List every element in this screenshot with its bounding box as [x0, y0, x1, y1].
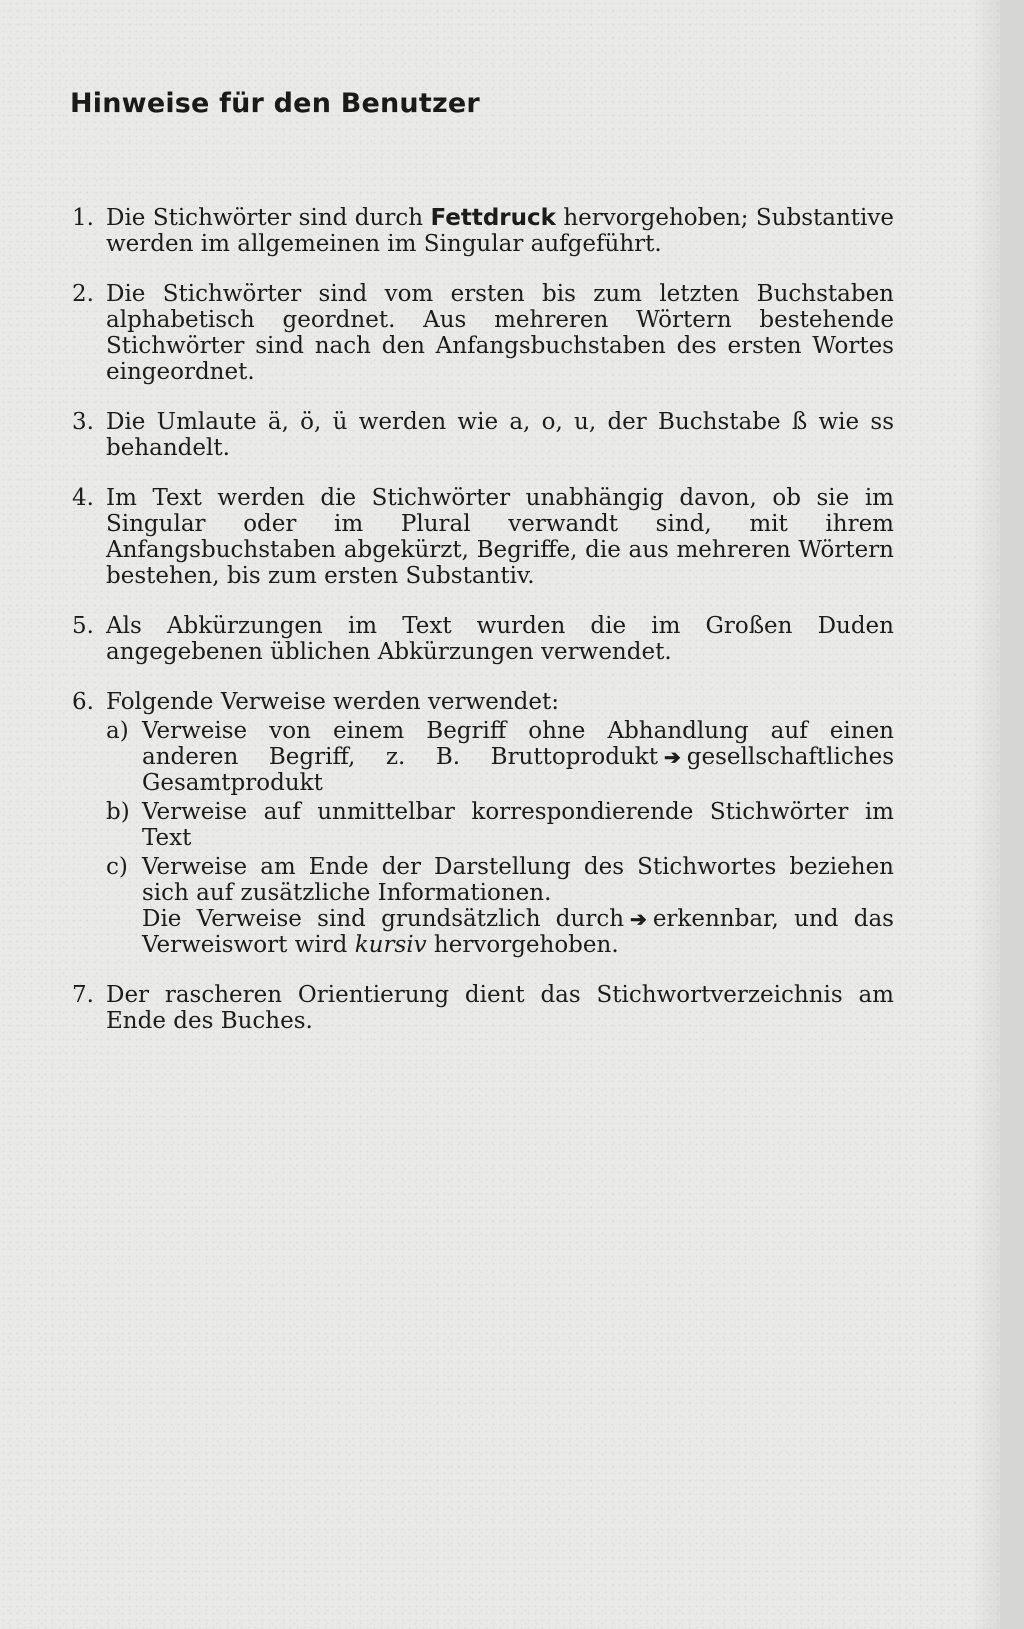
subitem-c: c) Verweise am Ende der Darstellung des Stichwortes beziehen sich auf zusätzliche Informationen. Die Verweise sind grundsätzlich durch ➔ erkennbar, und das Verweiswort wird kursiv hervorgehoben. [106, 854, 894, 958]
item-text: Die Stichwörter sind vom ersten bis zum letzten Buchstaben alphabetisch geordnet. Aus mehreren Wörtern bestehende Stichwörter sind nach den Anfangsbuchstaben des ersten Wortes eingeordnet. [106, 281, 894, 385]
item-number: 7. [72, 982, 94, 1008]
bold-term: Fettdruck [430, 205, 556, 231]
item-text: Die Umlaute ä, ö, ü werden wie a, o, u, der Buchstabe ß wie ss behandelt. [106, 409, 894, 461]
list-item-6 [70, 689, 894, 958]
list-item-3 [70, 409, 894, 461]
list-item-1 [70, 205, 894, 257]
subitem-label: c) [106, 854, 128, 880]
subitem-b: b) Verweise auf unmittelbar korrespondierende Stichwörter im Text [106, 799, 894, 851]
subitem-a: a) Verweise von einem Begriff ohne Abhandlung auf einen anderen Begriff, z. B. Bruttoprodukt ➔ gesellschaftliches Gesamtprodukt [106, 718, 894, 796]
item-number: 4. [72, 485, 94, 511]
list-item-2 [70, 281, 894, 385]
item-text: Die Stichwörter sind durch Fettdruck hervorgehoben; Substantive werden im allgemeinen im Singular aufgeführt. [106, 205, 894, 257]
list-item-7 [70, 982, 894, 1034]
item-number: 5. [72, 613, 94, 639]
item-text: Der rascheren Orientierung dient das Stichwortverzeichnis am Ende des Buches. [106, 982, 894, 1034]
list-item-4 [70, 485, 894, 589]
page-title: Hinweise für den Benutzer [70, 88, 480, 119]
item-intro: Folgende Verweise werden verwendet: [106, 689, 559, 715]
arrow-right-icon: ➔ [663, 745, 681, 769]
subitem-note: Die Verweise sind grundsätzlich durch ➔ erkennbar, und das Verweiswort wird kursiv hervorgehoben. [142, 906, 894, 958]
item-number: 2. [72, 281, 94, 307]
italic-term: kursiv [354, 932, 427, 958]
item-text: Als Abkürzungen im Text wurden die im Großen Duden angegebenen üblichen Abkürzungen verwendet. [106, 613, 894, 665]
subitem-label: a) [106, 718, 129, 744]
item-number: 6. [72, 689, 94, 715]
item-number: 1. [72, 205, 94, 231]
item-number: 3. [72, 409, 94, 435]
instructions-list [70, 205, 894, 1058]
item-text: Im Text werden die Stichwörter unabhängig davon, ob sie im Singular oder im Plural verwandt sind, mit ihrem Anfangsbuchstaben abgekürzt, Begriffe, die aus mehreren Wörtern bestehen, bis zum ersten Substantiv. [106, 485, 894, 589]
list-item-5 [70, 613, 894, 665]
subitem-label: b) [106, 799, 130, 825]
arrow-right-icon: ➔ [630, 907, 647, 931]
